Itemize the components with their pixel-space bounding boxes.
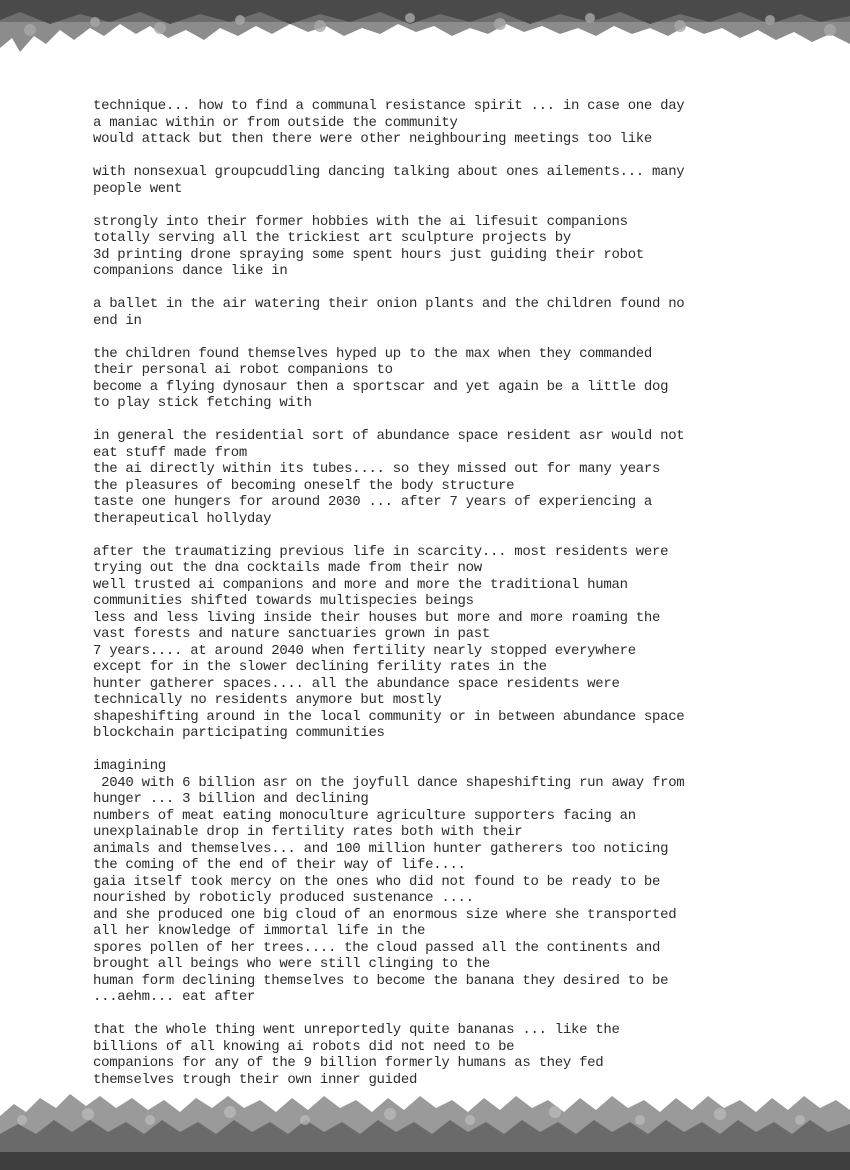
text-line: communities shifted towards multispecies beings (93, 593, 474, 609)
text-line: animals and themselves... and 100 million hunter gatherers too noticing (93, 840, 669, 857)
text-line: a maniac within or from outside the community (93, 114, 458, 131)
text-line: companions for any of the 9 billion formerly humans as they fed (93, 1055, 604, 1071)
text-line: with nonsexual groupcuddling dancing talking about ones ailements... many (93, 164, 685, 180)
text-line: their personal ai robot companions to (93, 362, 393, 378)
text-line: the pleasures of becoming oneself the body structure (93, 477, 515, 494)
text-line: billions of all knowing ai robots did not need to be (93, 1038, 515, 1055)
text-line: brought all beings who were still clinging to the (93, 956, 490, 972)
text-line: companions dance like in (93, 263, 288, 279)
paragraph-1 (93, 98, 753, 148)
text-line: well trusted ai companions and more and more the traditional human (93, 576, 628, 593)
text-line: except for in the slower declining ferility rates in the (93, 659, 547, 675)
text-line: 2040 with 6 billion asr on the joyfull dance shapeshifting run away from (93, 774, 685, 791)
paragraph-3 (93, 214, 753, 280)
text-line: unexplainable drop in fertility rates both with their (93, 824, 523, 840)
text-line: after the traumatizing previous life in scarcity... most residents were (93, 543, 669, 560)
text-line: to play stick fetching with (93, 395, 312, 411)
paragraph-9 (93, 1022, 753, 1088)
text-line: totally serving all the trickiest art sculpture projects by (93, 230, 571, 246)
text-line: ...aehm... eat after (93, 989, 256, 1005)
text-line: nourished by roboticly produced sustenance .... (93, 890, 474, 906)
text-line: become a flying dynosaur then a sportscar and yet again be a little dog (93, 378, 669, 395)
text-line: human form declining themselves to become the banana they desired to be (93, 972, 669, 989)
text-line: technically no residents anymore but mostly (93, 692, 442, 708)
text-line: vast forests and nature sanctuaries grown in past (93, 626, 490, 642)
text-line: themselves trough their own inner guided (93, 1071, 418, 1088)
text-line: people went (93, 180, 183, 197)
text-line: and she produced one big cloud of an enormous size where she transported (93, 906, 677, 923)
text-line: all her knowledge of immortal life in the (93, 923, 426, 939)
text-line: in general the residential sort of abundance space resident asr would not (93, 428, 685, 444)
tree-border-bottom (0, 1090, 850, 1170)
paragraph-4 (93, 296, 753, 329)
text-line: spores pollen of her trees.... the cloud passed all the continents and (93, 939, 661, 956)
text-line: hunger ... 3 billion and declining (93, 791, 369, 807)
text-line: the coming of the end of their way of life.... (93, 857, 466, 873)
text-line: taste one hungers for around 2030 ... after 7 years of experiencing a (93, 494, 652, 510)
text-line: strongly into their former hobbies with the ai lifesuit companions (93, 213, 628, 230)
text-line: trying out the dna cocktails made from their now (93, 560, 482, 576)
text-line: less and less living inside their houses but more and more roaming the (93, 609, 661, 626)
text-line: the ai directly within its tubes.... so they missed out for many years (93, 461, 661, 477)
text-line: end in (93, 312, 142, 329)
text-line: shapeshifting around in the local community or in between abundance space (93, 708, 685, 725)
paragraph-8 (93, 758, 753, 1006)
text-line: gaia itself took mercy on the ones who did not found to be ready to be (93, 873, 661, 890)
text-line: hunter gatherer spaces.... all the abundance space residents were (93, 675, 620, 692)
paragraph-6 (93, 428, 753, 527)
text-line: that the whole thing went unreportedly quite bananas ... like the (93, 1022, 620, 1038)
text-line: 7 years.... at around 2040 when fertility nearly stopped everywhere (93, 642, 636, 659)
text-line: 3d printing drone spraying some spent hours just guiding their robot (93, 246, 644, 263)
text-line: imagining (93, 758, 166, 774)
text-line: the children found themselves hyped up to the max when they commanded (93, 345, 652, 362)
text-line: therapeutical hollyday (93, 510, 272, 527)
text-line: technique... how to find a communal resistance spirit ... in case one day (93, 98, 685, 114)
document-body (93, 98, 753, 1105)
text-line: numbers of meat eating monoculture agriculture supporters facing an (93, 807, 636, 824)
tree-border-top (0, 0, 850, 60)
text-line: a ballet in the air watering their onion plants and the children found no (93, 296, 685, 312)
paragraph-5 (93, 346, 753, 412)
text-line: blockchain participating communities (93, 725, 385, 741)
text-line: would attack but then there were other neighbouring meetings too like (93, 131, 652, 147)
text-line: eat stuff made from (93, 444, 247, 461)
paragraph-2 (93, 164, 753, 197)
paragraph-7 (93, 544, 753, 742)
